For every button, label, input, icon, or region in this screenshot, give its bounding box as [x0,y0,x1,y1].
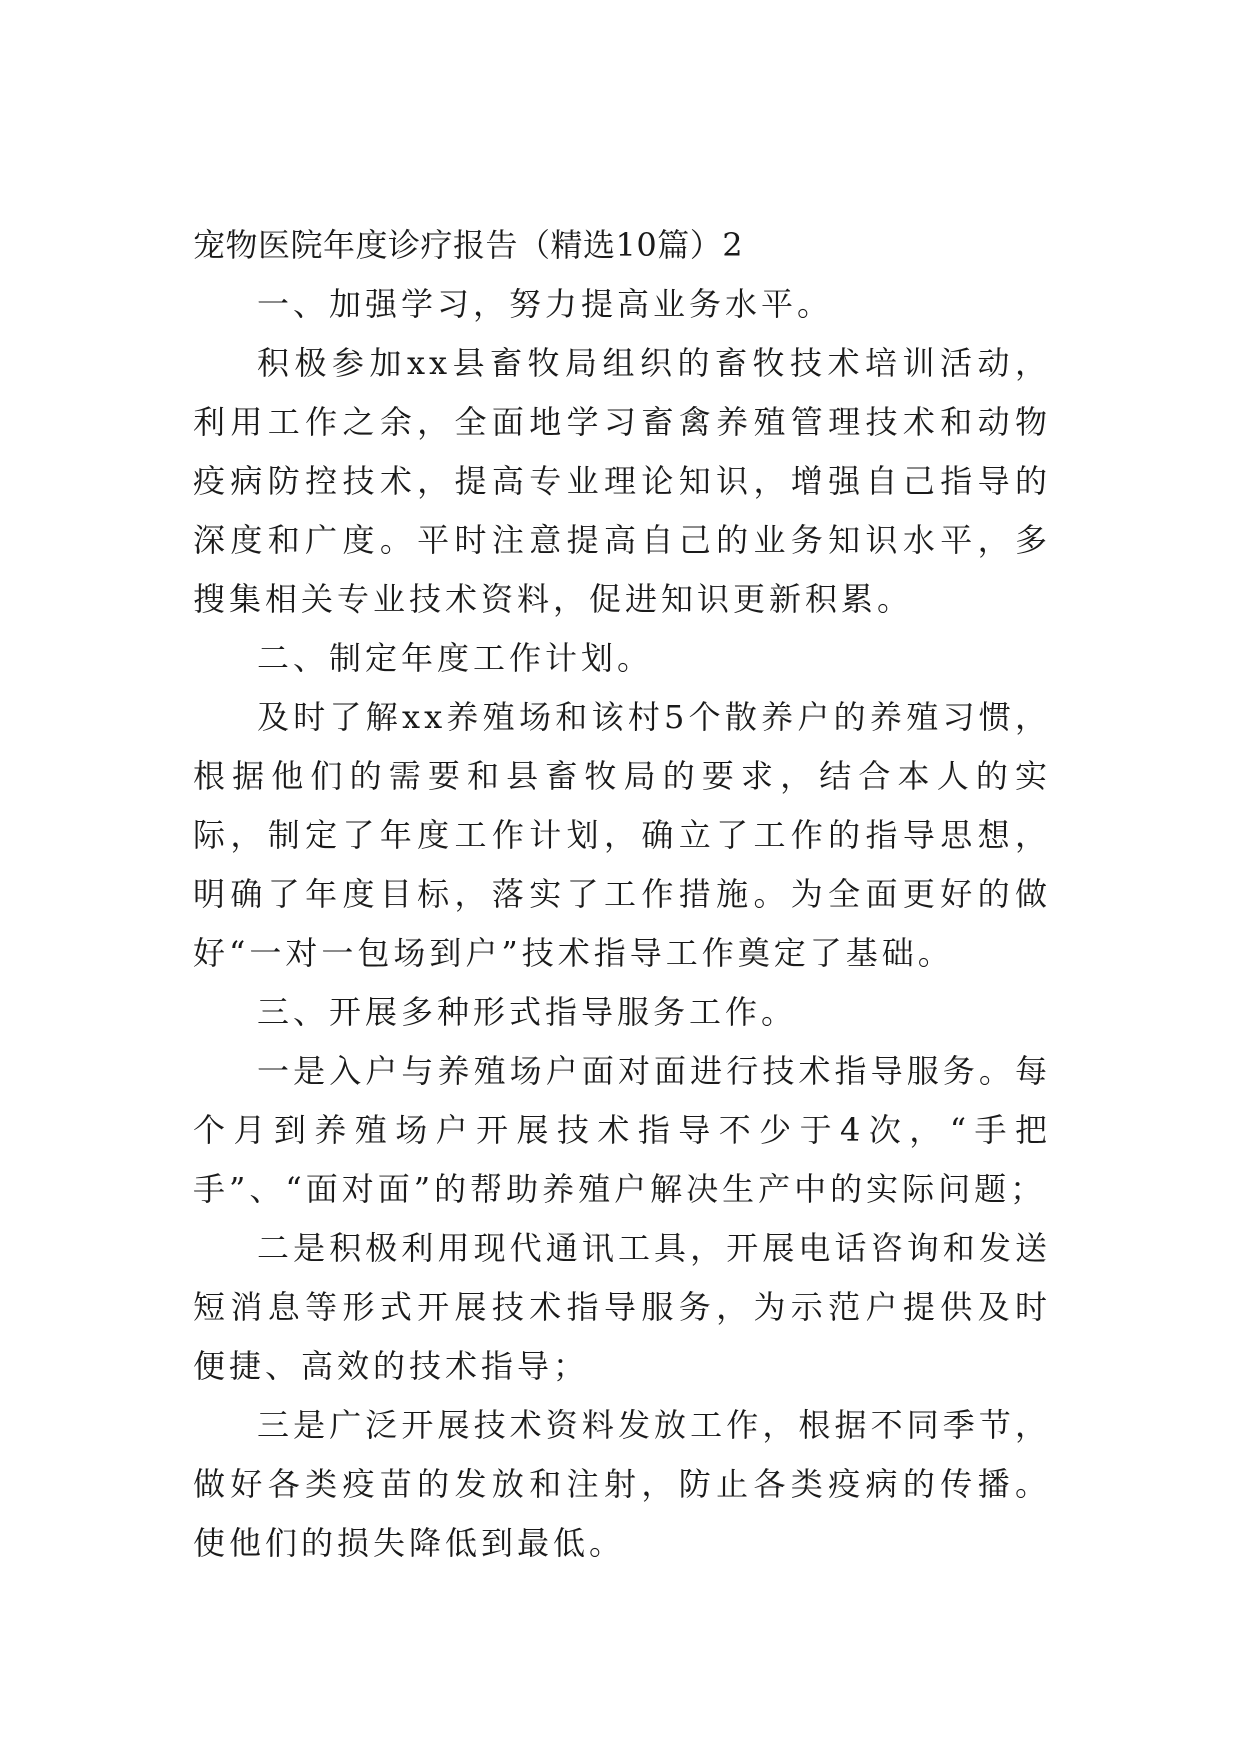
section-3-paragraph-2: 二是积极利用现代通讯工具，开展电话咨询和发送短消息等形式开展技术指导服务，为示范户提供及时便捷、高效的技术指导； [193,1229,1051,1385]
section-heading-1: 一、加强学习，努力提高业务水平。 [257,285,834,323]
document-title: 宠物医院年度诊疗报告（精选10篇）2 [193,226,744,264]
section-heading-2: 二、制定年度工作计划。 [257,639,654,677]
section-3-paragraph-3: 三是广泛开展技术资料发放工作，根据不同季节，做好各类疫苗的发放和注射，防止各类疫病的传播。使他们的损失降低到最低。 [193,1406,1051,1562]
document-body [193,216,1051,1573]
section-2-paragraph-1: 及时了解xx养殖场和该村5个散养户的养殖习惯，根据他们的需要和县畜牧局的要求，结合本人的实际，制定了年度工作计划，确立了工作的指导思想，明确了年度目标，落实了工作措施。为全面更好的做好“一对一包场到户”技术指导工作奠定了基础。 [193,698,1051,972]
section-1-paragraph-1: 积极参加xx县畜牧局组织的畜牧技术培训活动，利用工作之余，全面地学习畜禽养殖管理技术和动物疫病防控技术，提高专业理论知识，增强自己指导的深度和广度。平时注意提高自己的业务知识水平，多搜集相关专业技术资料，促进知识更新积累。 [193,344,1051,618]
section-3-paragraph-1: 一是入户与养殖场户面对面进行技术指导服务。每个月到养殖场户开展技术指导不少于4次，“手把手”、“面对面”的帮助养殖户解决生产中的实际问题； [193,1052,1051,1208]
section-heading-3: 三、开展多种形式指导服务工作。 [257,993,798,1031]
